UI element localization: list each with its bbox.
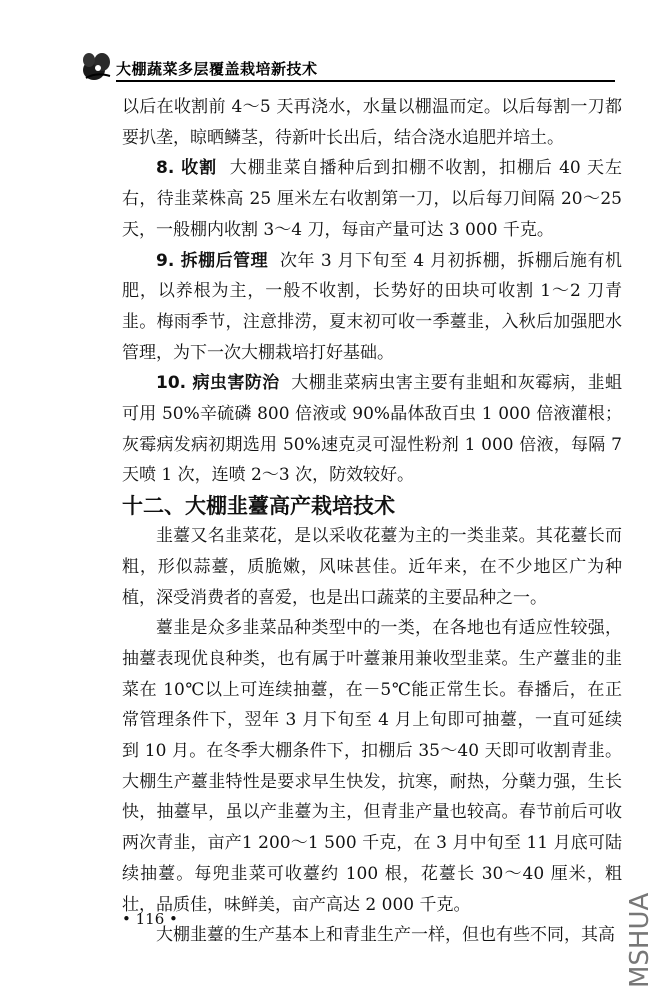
paragraph-harvest bbox=[122, 153, 622, 245]
running-header bbox=[80, 48, 615, 84]
header-rule bbox=[116, 80, 615, 82]
item-title: 9. 拆棚后管理 bbox=[156, 250, 269, 271]
paragraph: 薹韭是众多韭菜品种类型中的一类，在各地也有适应性较强，抽薹表现优良种类，也有属于叶薹兼用兼收型韭菜。生产薹韭的韭菜在 10℃以上可连续抽薹，在－5℃能正常生长。春播后，在正常管理条件下，翌年 3 月下旬至 4 月上旬即可抽薹，一直可延续到 10 月。在冬季大棚条件下，扣棚后 35～40 天即可收割青韭。大棚生产薹韭特性是要求早生快发，抗寒，耐热，分蘖力强，生长快，抽薹早，虽以产韭薹为主，但青韭产量也较高。春节前后可收两次青韭，亩产1 200～1 500 千克，在 3 月中旬至 11 月底可陆续抽薹。每兜韭菜可收薹约 100 根，花薹长 30～40 厘米，粗壮，品质佳，味鲜美，亩产高达 2 000 千克。 bbox=[122, 618, 622, 915]
item-text: 次年 3 月下旬至 4 月初拆棚，拆棚后施有机肥，以养根为主，一般不收割，长势好的田块可收割 1～2 刀青韭。梅雨季节，注意排涝，夏末初可收一季薹韭，入秋后加强肥水管理，为下一次大棚栽培打好基础。 bbox=[122, 250, 622, 363]
paragraph: 以后在收割前 4～5 天再浇水，水量以棚温而定。以后每割一刀都要扒垄，晾晒鳞茎，待新叶长出后，结合浇水追肥并培土。 bbox=[122, 97, 622, 148]
item-text: 大棚韭菜自播种后到扣棚不收割，扣棚后 40 天左右，待韭菜株高 25 厘米左右收割第一刀，以后每刀间隔 20～25 天，一般棚内收割 3～4 刀，每亩产量可达 3 000 千克。 bbox=[122, 158, 622, 240]
watermark bbox=[612, 870, 662, 990]
item-title: 8. 收割 bbox=[156, 158, 218, 179]
page-number: • 116 • bbox=[122, 910, 178, 928]
plant-logo-icon bbox=[80, 48, 118, 84]
section-heading: 十二、大棚韭薹高产栽培技术 bbox=[122, 494, 395, 519]
paragraph: 韭薹又名韭菜花，是以采收花薹为主的一类韭菜。其花薹长而粗，形似蒜薹，质脆嫩，风味甚佳。近年来，在不少地区广为种植，深受消费者的喜爱，也是出口蔬菜的主要品种之一。 bbox=[122, 526, 622, 608]
item-text: 大棚韭菜病虫害主要有韭蛆和灰霉病，韭蛆可用 50%辛硫磷 800 倍液或 90%晶体敌百虫 1 000 倍液灌根；灰霉病发病初期选用 50%速克灵可湿性粉剂 1 000 倍液，每隔 7 天喷 1 次，连喷 2～3 次，防效较好。 bbox=[122, 373, 622, 486]
header-title: 大棚蔬菜多层覆盖栽培新技术 bbox=[116, 60, 318, 78]
item-title: 10. 病虫害防治 bbox=[156, 373, 280, 394]
page-body bbox=[122, 92, 622, 951]
watermark-text: MSHUA bbox=[625, 892, 655, 988]
paragraph-post-removal bbox=[122, 246, 622, 369]
paragraph: 大棚韭薹的生产基本上和青韭生产一样，但也有些不同，其高 bbox=[156, 925, 615, 946]
paragraph-pest-control bbox=[122, 368, 622, 491]
